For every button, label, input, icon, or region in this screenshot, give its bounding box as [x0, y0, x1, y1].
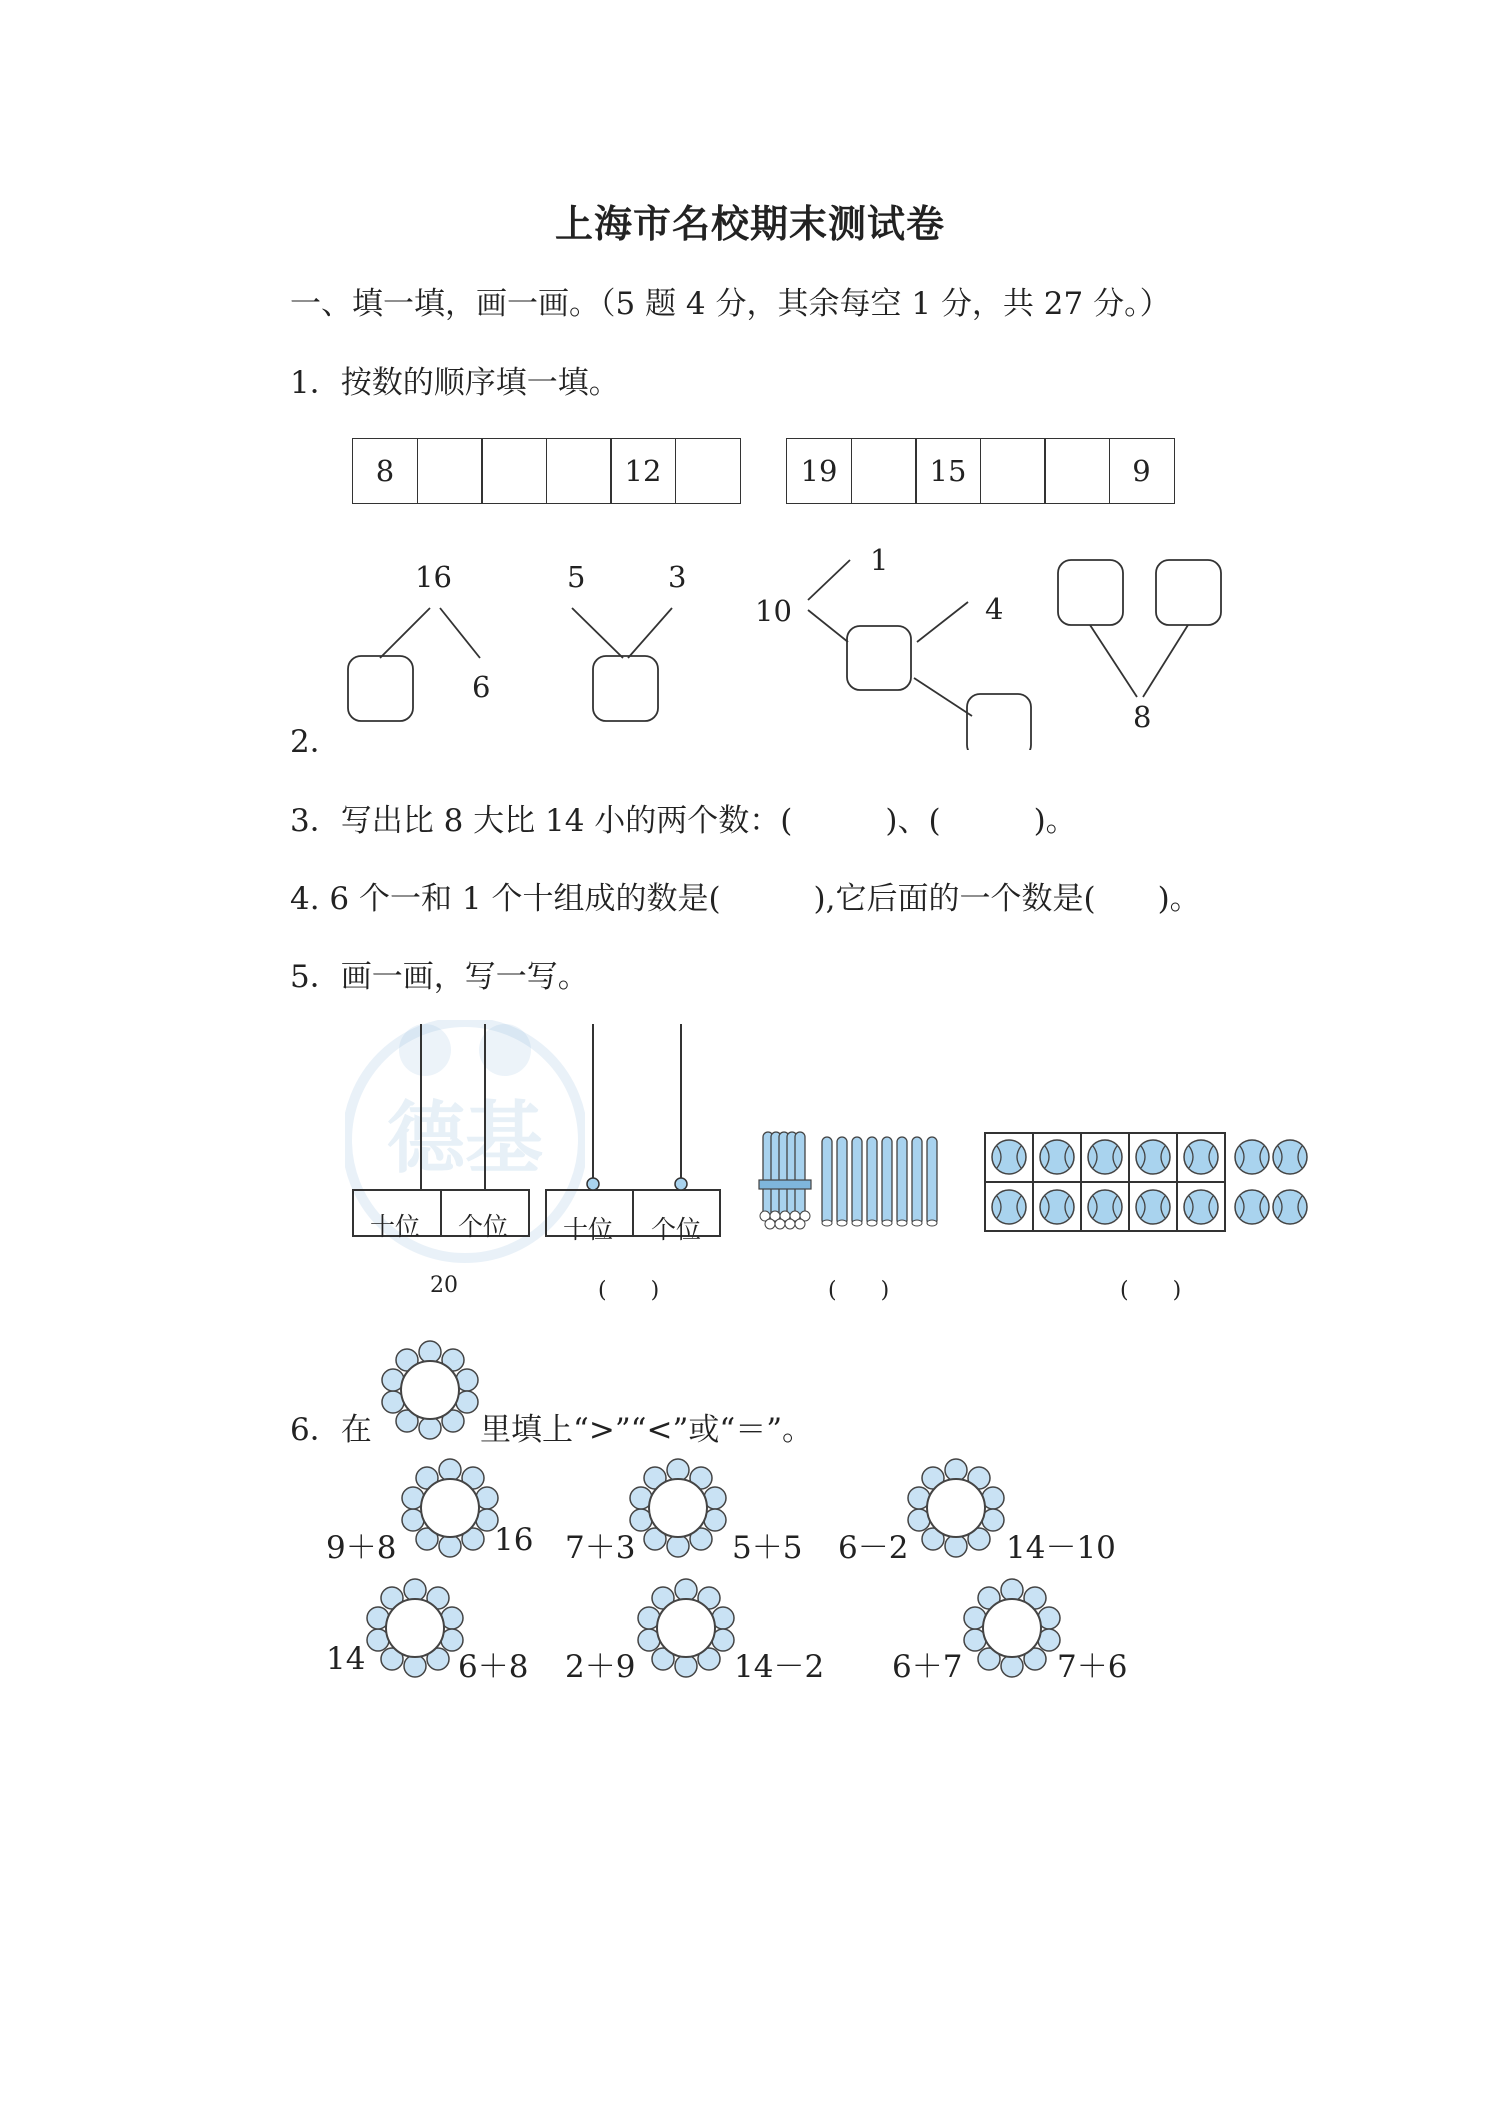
sequence-cell[interactable]: 15	[915, 438, 981, 504]
answer-blank[interactable]: ( )	[1120, 1278, 1182, 1303]
compare-left: 2＋9	[565, 1649, 636, 1685]
flower-icon[interactable]	[906, 1458, 1006, 1558]
sequence-cell[interactable]	[980, 438, 1046, 504]
bond-a-top: 16	[415, 560, 452, 594]
question-5-text: 5．画一画，写一写。	[290, 959, 589, 995]
flower-icon[interactable]	[962, 1578, 1062, 1678]
compare-left: 14	[326, 1641, 366, 1677]
flower-icon[interactable]	[400, 1458, 500, 1558]
bond-b-right: 3	[668, 560, 687, 594]
sequence-cell[interactable]: 12	[610, 438, 676, 504]
compare-right: 14－10	[1006, 1530, 1116, 1566]
answer-blank[interactable]: ( )	[828, 1278, 890, 1303]
answer-20: 20	[430, 1273, 458, 1298]
svg-text:德基: 德基	[386, 1094, 544, 1184]
question-6-suffix: 里填上“>”“<”或“＝”。	[480, 1412, 814, 1448]
sequence-cell[interactable]	[675, 438, 741, 504]
page-title: 上海市名校期末测试卷	[554, 202, 945, 246]
bond-c-left: 10	[755, 594, 792, 628]
compare-left: 7＋3	[565, 1530, 636, 1566]
answer-blank[interactable]: ( )	[598, 1278, 660, 1303]
stick-bundle	[759, 1132, 811, 1229]
flower-icon[interactable]	[636, 1578, 736, 1678]
compare-right: 5＋5	[732, 1530, 803, 1566]
section-heading: 一、填一填，画一画。（5 题 4 分，其余每空 1 分，共 27 分。）	[290, 286, 1171, 322]
sequence-cell[interactable]: 19	[786, 438, 852, 504]
sequence-row-b	[786, 438, 1175, 504]
bond-c-top: 1	[870, 543, 889, 577]
ones-label: 个位	[651, 1215, 702, 1244]
answer-box	[593, 656, 658, 721]
sequence-cell[interactable]: 9	[1109, 438, 1175, 504]
compare-right: 6＋8	[458, 1649, 529, 1685]
sequence-cell[interactable]	[1044, 438, 1110, 504]
ones-label: 个位	[458, 1212, 509, 1241]
number-bond-d-lines	[1050, 552, 1240, 722]
answer-box	[348, 656, 413, 721]
compare-left: 6－2	[838, 1530, 909, 1566]
tens-label: 十位	[563, 1215, 614, 1244]
abacus-bead	[587, 1178, 599, 1190]
sequence-cell[interactable]	[546, 438, 612, 504]
compare-left: 9＋8	[326, 1530, 397, 1566]
sequence-cell[interactable]	[417, 438, 483, 504]
tens-label: 十位	[370, 1212, 421, 1241]
compare-right: 16	[494, 1522, 534, 1558]
sequence-row-a	[352, 438, 741, 504]
compare-right: 14－2	[734, 1649, 825, 1685]
compare-left: 6＋7	[892, 1649, 963, 1685]
sequence-cell[interactable]	[481, 438, 547, 504]
bond-c-right: 4	[985, 592, 1004, 626]
question-2-label: 2．	[290, 724, 341, 760]
abacus-bead	[675, 1178, 687, 1190]
question-4-text: 4. 6 个一和 1 个十组成的数是( ),它后面的一个数是( )。	[290, 881, 1201, 917]
bond-a-part: 6	[472, 670, 491, 704]
question-1-text: 1．按数的顺序填一填。	[290, 365, 620, 401]
flower-icon[interactable]	[365, 1578, 465, 1678]
bond-b-left: 5	[567, 560, 586, 594]
flower-icon	[380, 1340, 480, 1440]
flower-icon[interactable]	[628, 1458, 728, 1558]
question-3-text: 3．写出比 8 大比 14 小的两个数：( )、( )。	[290, 803, 1077, 839]
bond-d-bottom: 8	[1133, 700, 1152, 734]
question-6-prefix: 6．在	[290, 1412, 372, 1448]
sequence-cell[interactable]	[851, 438, 917, 504]
compare-right: 7＋6	[1057, 1649, 1128, 1685]
sequence-cell[interactable]: 8	[352, 438, 418, 504]
